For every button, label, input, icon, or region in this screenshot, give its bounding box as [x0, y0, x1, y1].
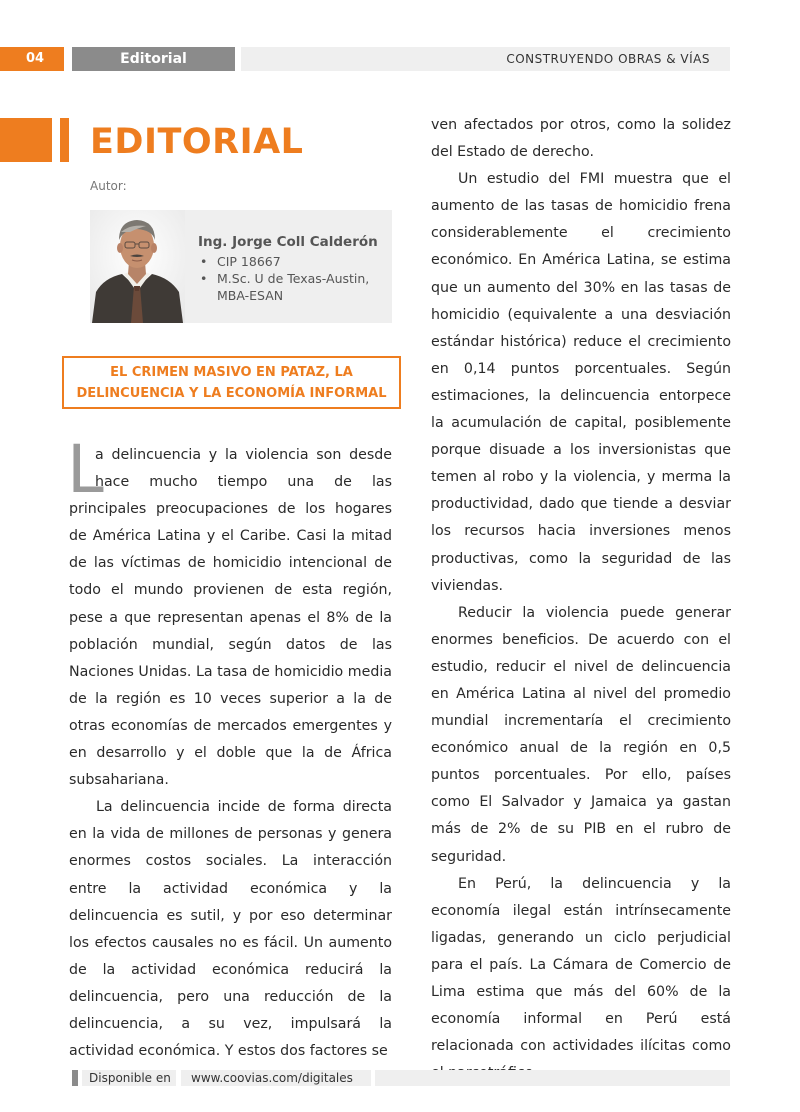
credential-item: • CIP 18667	[198, 253, 392, 270]
body-paragraph: Un estudio del FMI muestra que el aumento de las tasas de homicidio frena considerablemente el crecimiento económico. En América Latina, se estima que un aumento del 30% en las tasas de homicidio (equivalente a una desviación estándar histórica) reduce el crecimiento en 0,14 puntos porcentuales. Según estimaciones, la delincuencia entorpece la acumulación de capital, posiblemente porque disuade a los inversionistas que temen al robo y la violencia, y merma la productividad, dado que tiende a desviar los recursos hacia inversiones menos productivas, como la seguridad de las viviendas.	[431, 171, 731, 594]
footer-available-label: Disponible en	[82, 1070, 176, 1086]
body-column-left	[67, 431, 392, 1060]
author-photo	[90, 210, 185, 323]
drop-cap-container	[67, 431, 104, 508]
body-paragraph: Reducir la violencia puede generar enormes beneficios. De acuerdo con el estudio, reducir el nivel de delincuencia en América Latina al nivel del promedio mundial incrementaría el crecimiento económico anual de la región en 0,5 puntos porcentuales. Por ello, países como El Salvador y Jamaica ya gastan más de 2% de su PIB en el rubro de seguridad.	[431, 604, 731, 865]
page-number: 04	[0, 47, 64, 71]
body-column-right	[431, 112, 731, 1055]
author-label: Autor:	[90, 179, 127, 193]
credential-item: • M.Sc. U de Texas-Austin, MBA-ESAN	[198, 270, 392, 304]
article-headline: EL CRIMEN MASIVO EN PATAZ, LA DELINCUENCIA Y LA ECONOMÍA INFORMAL	[76, 364, 387, 401]
section-tab: Editorial	[72, 47, 235, 71]
body-paragraph: En Perú, la delincuencia y la economía ilegal están intrínsecamente ligadas, generando un ciclo perjudicial para el país. La Cámara de Comercio de Lima estima que más del 60% de la economía informal en Perú está relacionada con actividades ilícitas como	[431, 875, 731, 1055]
publication-title: CONSTRUYENDO OBRAS & VÍAS	[241, 47, 730, 71]
headline-box	[62, 356, 401, 409]
title-accent-stripe	[60, 118, 69, 162]
body-paragraph	[67, 431, 392, 794]
title-accent-block	[0, 118, 52, 162]
author-credentials	[198, 253, 392, 304]
drop-cap: L	[67, 431, 104, 508]
paragraph-text: a delincuencia y la violencia son desde hace mucho tiempo una de las principales preocupaciones de los hogares de América Latina y el Caribe. Casi la mitad de las víctimas de homicidio intencional de todo el mundo provienen de esta región, pese a que representan apenas el 8% de la población mundial, según datos de las Naciones Unidas. La tasa de homicidio media de la región es 10 veces superior a la de otras economías de mercados emergentes y en desarrollo y el doble que la de África subsahariana.	[69, 447, 392, 789]
footer-marker	[72, 1070, 78, 1086]
body-paragraph: La delincuencia incide de forma directa en la vida de millones de personas y genera enormes costos sociales. La interacción entre la actividad económica y la delincuencia es sutil, y por eso determinar los efectos causales no es fácil. Un aumento de la actividad económica reducirá la delincuencia, pero una reducción de la delincuencia, a su vez, impulsará la actividad económica. Y estos dos factores se	[69, 799, 392, 1060]
author-name: Ing. Jorge Coll Calderón	[198, 234, 378, 250]
body-paragraph: ven afectados por otros, como la solidez del Estado de derecho.	[431, 117, 731, 161]
author-card	[185, 210, 392, 323]
footer-url-link[interactable]: www.coovias.com/digitales	[181, 1070, 371, 1086]
footer-bar	[375, 1070, 730, 1086]
page-title: EDITORIAL	[90, 122, 304, 162]
